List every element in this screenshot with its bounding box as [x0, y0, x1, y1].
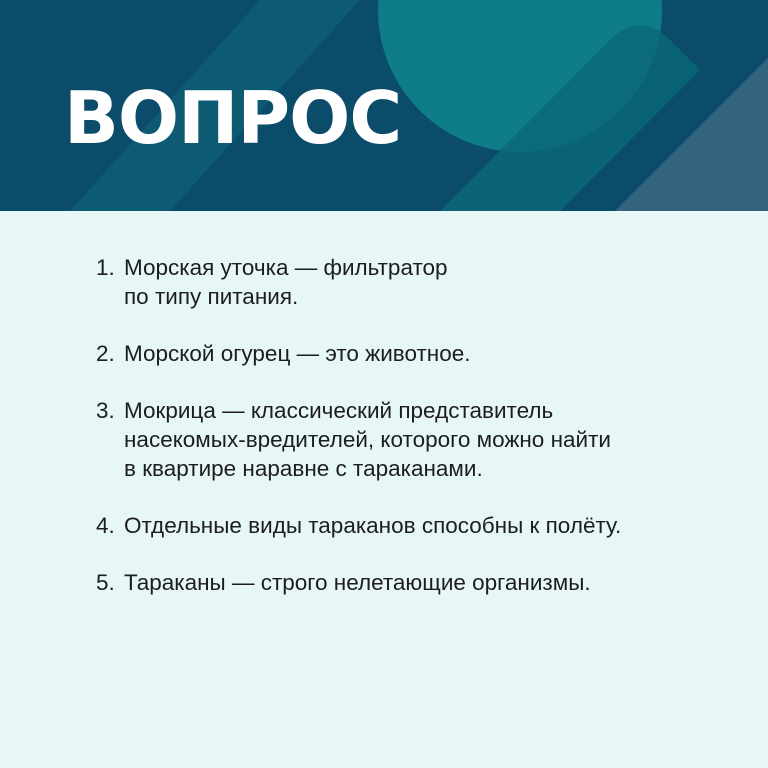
item-number: 3. [96, 398, 115, 423]
item-number: 4. [96, 513, 115, 538]
list-item [96, 568, 716, 597]
list-item [96, 511, 716, 540]
list-item [96, 396, 716, 483]
list-item [96, 339, 716, 368]
item-number: 2. [96, 341, 115, 366]
statement-list [96, 253, 716, 625]
item-number: 1. [96, 255, 115, 280]
item-text: Морской огурец — это животное. [124, 341, 471, 366]
item-text: Тараканы — строго нелетающие организмы. [124, 570, 591, 595]
item-text: Отдельные виды тараканов способны к полёту. [124, 513, 622, 538]
page-title: ВОПРОС [64, 76, 402, 160]
header-banner [0, 0, 768, 211]
item-text: Морская уточка — фильтратор по типу питания. [124, 255, 448, 309]
list-item [96, 253, 716, 311]
item-text: Мокрица — классический представитель насекомых-вредителей, которого можно найти в квартире наравне с тараканами. [124, 398, 611, 481]
item-number: 5. [96, 570, 115, 595]
